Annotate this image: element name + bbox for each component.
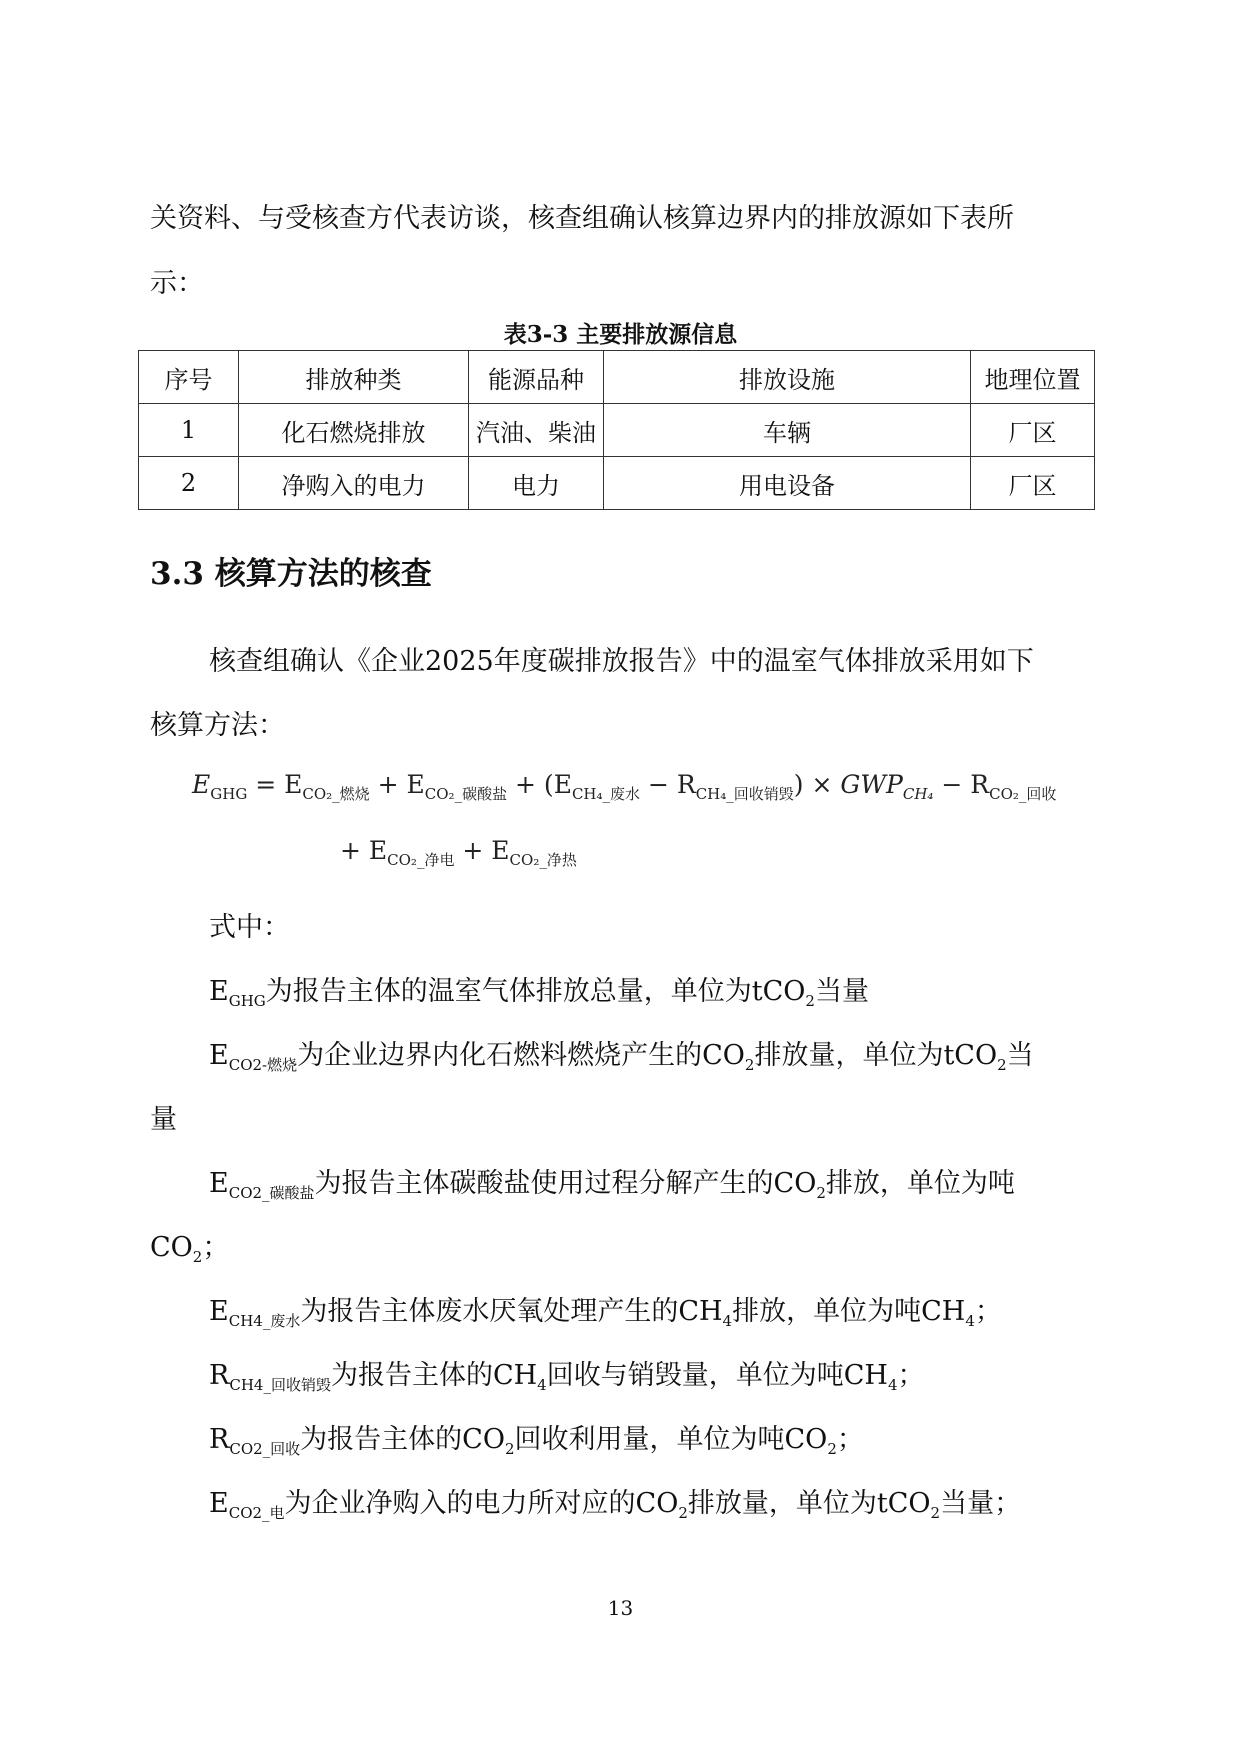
- formula-symbol: E: [368, 836, 388, 865]
- intro-line-1: 关资料、与受核查方代表访谈，核查组确认核算边界内的排放源如下表所: [150, 203, 1014, 234]
- def-text: ；: [836, 1424, 864, 1455]
- def-subscript: 2: [997, 1056, 1007, 1074]
- def-subscript: 2: [805, 992, 815, 1010]
- formula-operator: =: [247, 770, 285, 799]
- formula-symbol: E: [553, 770, 572, 799]
- definition-e-co2-electricity: [209, 1484, 1021, 1524]
- formula-operator: +: [369, 770, 407, 799]
- emission-sources-table: [138, 350, 1095, 510]
- table-cell: 厂区: [971, 457, 1095, 510]
- formula-subscript: CO₂_碳酸盐: [424, 785, 508, 803]
- def-subscript: 2: [192, 1248, 203, 1266]
- table-row: [139, 404, 1095, 457]
- def-text: 为报告主体的CO: [300, 1424, 505, 1455]
- def-subscript: GHG: [228, 992, 266, 1010]
- def-symbol: E: [209, 1168, 229, 1199]
- formula-subscript: CO₂_净热: [509, 851, 577, 869]
- table-row: [139, 457, 1095, 510]
- section-heading: 3.3 核算方法的核查: [150, 556, 432, 592]
- table-cell: 化石燃烧排放: [239, 404, 469, 457]
- table-header-row: [139, 351, 1095, 404]
- formula-subscript: GHG: [210, 785, 248, 803]
- def-text: 排放，单位为吨CH: [732, 1296, 966, 1327]
- definition-e-co2-carbonate: [209, 1164, 1015, 1204]
- formula-subscript: CO₂_回收: [989, 785, 1057, 803]
- def-subscript: 4: [722, 1312, 733, 1330]
- definition-r-co2-recovery: [209, 1420, 864, 1460]
- header-cell: 序号: [139, 351, 239, 404]
- def-subscript: 4: [887, 1376, 898, 1394]
- def-subscript: 2: [504, 1440, 515, 1458]
- header-cell: 地理位置: [971, 351, 1095, 404]
- formula-operator: +: [454, 836, 492, 865]
- def-subscript: 4: [537, 1376, 547, 1394]
- def-subscript: 2: [816, 1184, 826, 1202]
- def-text: 为报告主体废水厌氧处理产生的CH: [300, 1296, 723, 1327]
- formula-paren: ): [793, 770, 804, 799]
- def-symbol: R: [209, 1360, 230, 1391]
- formula-line-2: [340, 836, 577, 869]
- def-text: 回收利用量，单位为吨CO: [514, 1424, 828, 1455]
- header-cell: 能源品种: [469, 351, 604, 404]
- formula-paren: (: [543, 770, 554, 799]
- def-text: 排放量，单位为tCO: [687, 1488, 931, 1519]
- def-text: ；: [202, 1232, 230, 1263]
- section-para-line-1: 核查组确认《企业2025年度碳排放报告》中的温室气体排放采用如下: [209, 646, 1034, 677]
- formula-symbol: GWP: [840, 770, 903, 799]
- formula-symbol: E: [406, 770, 425, 799]
- definition-e-co2-combustion: [209, 1036, 1034, 1076]
- definition-e-ch4-wastewater: [209, 1292, 1002, 1332]
- def-text: 为企业边界内化石燃料燃烧产生的CO: [297, 1040, 745, 1071]
- def-subscript: CO2_回收: [229, 1440, 301, 1458]
- formula-symbol: R: [676, 770, 696, 799]
- formula-operator: +: [507, 770, 544, 799]
- formula-subscript: CH₄: [902, 785, 934, 803]
- formula-subscript: CO₂_燃烧: [302, 785, 370, 803]
- def-text: 排放量，单位为tCO: [754, 1040, 998, 1071]
- formula-operator: ×: [803, 770, 841, 799]
- definitions-intro: 式中：: [209, 912, 290, 943]
- def-symbol: E: [209, 976, 229, 1007]
- table-cell: 净购入的电力: [239, 457, 469, 510]
- def-text: CO: [150, 1232, 193, 1263]
- table-cell: 2: [139, 457, 239, 510]
- def-subscript: 2: [744, 1056, 755, 1074]
- def-text: 为企业净购入的电力所对应的CO: [284, 1488, 679, 1519]
- formula-line-1: [192, 770, 1057, 803]
- def-text: 为报告主体碳酸盐使用过程分解产生的CO: [314, 1168, 817, 1199]
- def-text: 为报告主体的温室气体排放总量，单位为tCO: [265, 976, 806, 1007]
- table-cell: 汽油、柴油: [469, 404, 604, 457]
- table-caption: 表3-3 主要排放源信息: [503, 321, 738, 348]
- header-cell: 排放种类: [239, 351, 469, 404]
- def-text: 排放，单位为吨: [825, 1168, 1015, 1199]
- formula-operator: +: [340, 836, 369, 865]
- def-text: 为报告主体的CH: [330, 1360, 538, 1391]
- formula-symbol: E: [284, 770, 303, 799]
- formula-subscript: CH₄_废水: [571, 785, 641, 803]
- def-subscript: CH4_回收销毁: [229, 1376, 331, 1394]
- formula-operator: −: [933, 770, 971, 799]
- def-subscript: CO2_电: [228, 1504, 285, 1522]
- formula-operator: −: [640, 770, 677, 799]
- definition-egh: [209, 972, 869, 1012]
- table-cell: 电力: [469, 457, 604, 510]
- page-number: 13: [607, 1596, 634, 1620]
- formula-subscript: CH₄_回收销毁: [695, 785, 794, 803]
- formula-symbol: E: [192, 770, 211, 799]
- table-cell: 1: [139, 404, 239, 457]
- formula-subscript: CO₂_净电: [387, 851, 455, 869]
- def-symbol: R: [209, 1424, 230, 1455]
- table-cell: 用电设备: [604, 457, 971, 510]
- formula-symbol: E: [491, 836, 510, 865]
- def-text: 当量；: [940, 1488, 1022, 1519]
- header-cell: 排放设施: [604, 351, 971, 404]
- def-subscript: 2: [827, 1440, 837, 1458]
- def-subscript: CH4_废水: [228, 1312, 301, 1330]
- def-symbol: E: [209, 1296, 229, 1327]
- formula-symbol: R: [970, 770, 990, 799]
- def-text: 回收与销毁量，单位为吨CH: [546, 1360, 888, 1391]
- def-text: 当量: [814, 976, 869, 1007]
- def-subscript: 2: [678, 1504, 688, 1522]
- definition-r-ch4-recovery: [209, 1356, 924, 1396]
- def-symbol: E: [209, 1040, 229, 1071]
- table-cell: 车辆: [604, 404, 971, 457]
- def-text: ；: [974, 1296, 1002, 1327]
- def-subscript: CO2_碳酸盐: [228, 1184, 315, 1202]
- def-subscript: CO2-燃烧: [228, 1056, 298, 1074]
- def-subscript: 4: [965, 1312, 975, 1330]
- definition-e-co2-carbonate-cont: [150, 1228, 229, 1268]
- def-text: 当: [1006, 1040, 1034, 1071]
- intro-line-2: 示：: [150, 268, 204, 299]
- definition-e-co2-combustion-cont: 量: [150, 1104, 177, 1135]
- def-text: ；: [897, 1360, 925, 1391]
- section-para-line-2: 核算方法：: [150, 710, 285, 741]
- table-cell: 厂区: [971, 404, 1095, 457]
- def-symbol: E: [209, 1488, 229, 1519]
- def-subscript: 2: [930, 1504, 941, 1522]
